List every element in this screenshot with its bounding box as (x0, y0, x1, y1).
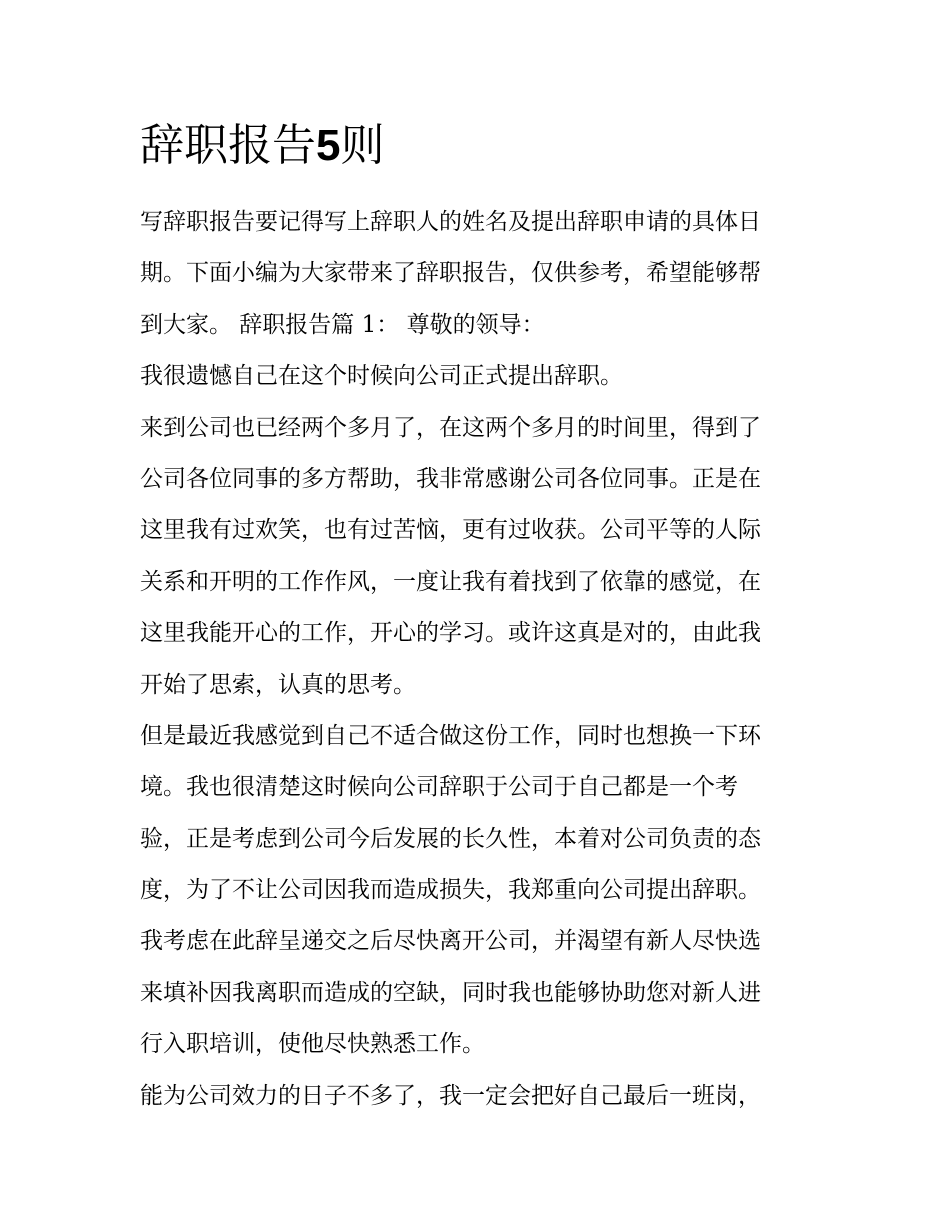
title-text: 辞职报告 (140, 120, 316, 171)
paragraph-closing (140, 1071, 820, 1122)
text-line: 境。我也很清楚这时候向公司辞职于公司于自己都是一个考 (140, 774, 738, 801)
text-line: 关系和开明的工作作风，一度让我有着找到了依靠的感觉，在 (140, 568, 761, 595)
text-line: 写辞职报告要记得写上辞职人的姓名及提出辞职申请的具体日 (140, 209, 761, 235)
text-line: 这里我能开心的工作，开心的学习。或许这真是对的，由此我 (140, 620, 761, 647)
text-line: 来到公司也已经两个多月了，在这两个多月的时间里，得到了 (140, 414, 761, 441)
paragraph-intro (140, 197, 820, 351)
title-suffix: 则 (340, 120, 385, 171)
document-body (140, 197, 820, 1122)
page-title (140, 118, 384, 174)
text-line: 期。下面小编为大家带来了辞职报告，仅供参考，希望能够帮 (140, 260, 761, 287)
text-line: 度，为了不让公司因我而造成损失，我郑重向公司提出辞职。 (140, 877, 761, 904)
text-line: 验，正是考虑到公司今后发展的长久性，本着对公司负责的态 (140, 825, 761, 852)
text-line: 到大家。 辞职报告篇 1： 尊敬的领导： (140, 311, 545, 338)
text-line: 但是最近我感觉到自己不适合做这份工作，同时也想换一下环 (140, 722, 761, 749)
paragraph-regret (140, 351, 820, 402)
text-line: 开始了思索，认真的思考。 (140, 671, 416, 698)
text-line: 我很遗憾自己在这个时候向公司正式提出辞职。 (140, 363, 623, 390)
text-line: 行入职培训，使他尽快熟悉工作。 (140, 1031, 485, 1058)
text-line: 能为公司效力的日子不多了，我一定会把好自己最后一班岗， (140, 1082, 761, 1109)
paragraph-reason (140, 711, 820, 917)
paragraph-handover (140, 916, 820, 1070)
title-number: 5 (316, 121, 341, 170)
text-line: 来填补因我离职而造成的空缺，同时我也能够协助您对新人进 (140, 979, 761, 1006)
text-line: 我考虑在此辞呈递交之后尽快离开公司，并渴望有新人尽快选 (140, 928, 761, 955)
text-line: 这里我有过欢笑，也有过苦恼，更有过收获。公司平等的人际 (140, 517, 761, 544)
paragraph-experience (140, 403, 820, 711)
text-line: 公司各位同事的多方帮助，我非常感谢公司各位同事。正是在 (140, 465, 761, 492)
